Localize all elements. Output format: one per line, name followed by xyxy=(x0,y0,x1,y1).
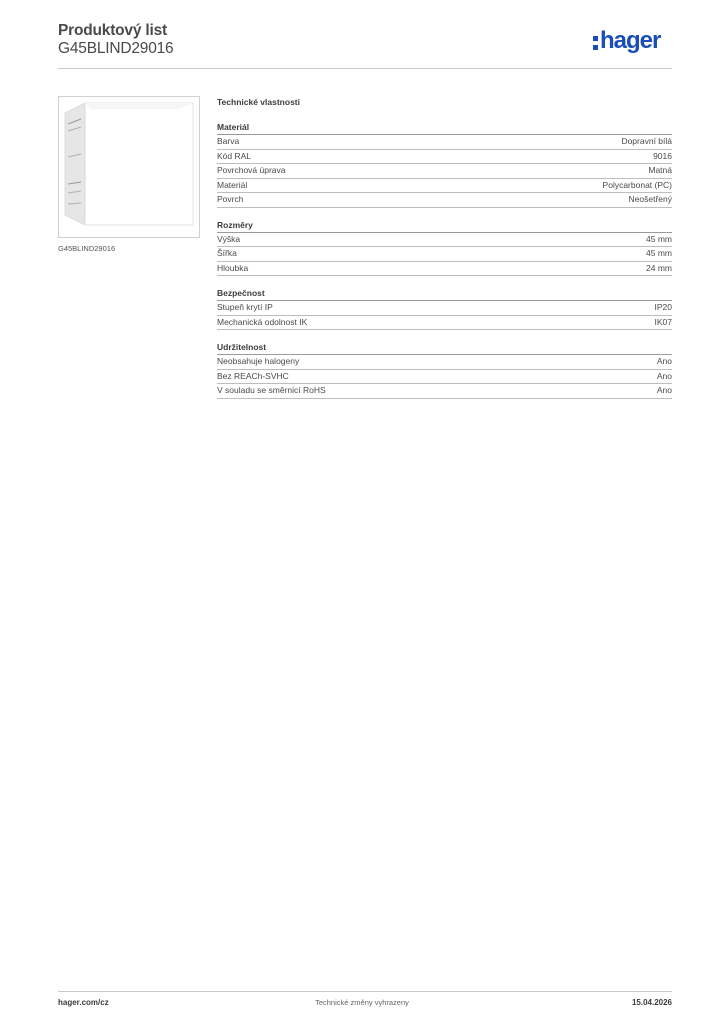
spec-value: 24 mm xyxy=(646,262,672,273)
spec-label: Kód RAL xyxy=(217,150,252,161)
spec-label: Výška xyxy=(217,233,241,244)
spec-value: 9016 xyxy=(653,150,672,161)
spec-section xyxy=(217,341,672,399)
spec-label: Hloubka xyxy=(217,262,249,273)
blind-cover-icon xyxy=(59,97,199,237)
product-image xyxy=(58,96,200,238)
spec-label: Povrchová úprava xyxy=(217,165,286,175)
footer-divider xyxy=(58,991,672,992)
spec-row xyxy=(217,370,672,385)
spec-value: Ano xyxy=(656,385,672,395)
spec-value: 45 mm xyxy=(646,248,672,258)
spec-row xyxy=(217,135,672,150)
spec-value: Polycarbonat (PC) xyxy=(602,179,672,190)
spec-value: Neošetřený xyxy=(628,194,672,204)
spec-row xyxy=(217,355,672,370)
product-code: G45BLIND29016 xyxy=(58,40,174,57)
spec-row xyxy=(217,150,672,165)
spec-label: Neobsahuje halogeny xyxy=(217,356,300,366)
section-title: Bezpečnost xyxy=(217,287,672,301)
spec-value: IK07 xyxy=(654,316,672,327)
specs-title: Technické vlastnosti xyxy=(217,97,300,107)
spec-label: Stupeň krytí IP xyxy=(217,302,273,312)
spec-label: Šířka xyxy=(217,248,237,258)
spec-label: Povrch xyxy=(217,194,244,204)
spec-value: 45 mm xyxy=(646,233,672,244)
specs-sections xyxy=(217,121,672,399)
spec-section xyxy=(217,121,672,208)
spec-row xyxy=(217,179,672,194)
technical-specs xyxy=(217,96,672,410)
image-caption: G45BLIND29016 xyxy=(58,244,116,253)
spec-row xyxy=(217,247,672,262)
page-title: Produktový list xyxy=(58,22,167,39)
spec-row xyxy=(217,164,672,179)
spec-section xyxy=(217,219,672,277)
spec-row xyxy=(217,384,672,399)
spec-value: Dopravní bílá xyxy=(621,136,672,146)
spec-value: Ano xyxy=(656,370,672,381)
spec-label: Bez REACh-SVHC xyxy=(217,370,289,381)
spec-section xyxy=(217,287,672,330)
section-title: Materiál xyxy=(217,121,672,135)
spec-label: Mechanická odolnost IK xyxy=(217,316,308,327)
spec-value: Ano xyxy=(656,356,672,366)
spec-row xyxy=(217,193,672,208)
spec-row xyxy=(217,301,672,316)
spec-row xyxy=(217,262,672,277)
spec-value: Matná xyxy=(648,165,672,175)
spec-row xyxy=(217,316,672,331)
header-divider xyxy=(58,68,672,69)
spec-label: V souladu se směrnicí RoHS xyxy=(217,385,326,395)
footer-note: Technické změny vyhrazeny xyxy=(315,998,409,1007)
footer-website[interactable]: hager.com/cz xyxy=(58,998,109,1007)
logo-text: hager xyxy=(600,27,661,54)
hager-logo xyxy=(593,28,660,54)
section-title: Rozměry xyxy=(217,219,672,233)
spec-label: Barva xyxy=(217,136,240,146)
section-title: Udržitelnost xyxy=(217,341,672,355)
footer-date: 15.04.2026 xyxy=(631,998,672,1007)
spec-row xyxy=(217,233,672,248)
logo-dots-icon xyxy=(593,36,598,50)
spec-label: Materiál xyxy=(217,179,248,190)
spec-value: IP20 xyxy=(654,302,672,312)
